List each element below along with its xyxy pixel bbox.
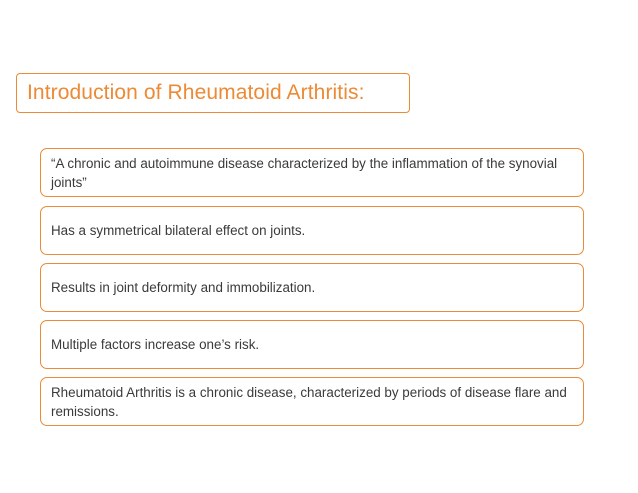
bullet-text: Results in joint deformity and immobilization. — [51, 280, 316, 295]
bullet-text: “A chronic and autoimmune disease characterized by the inflammation of the synovial joints” — [51, 155, 558, 190]
bullet-text: Has a symmetrical bilateral effect on joints. — [51, 223, 306, 238]
bullet-item-risk-factors — [40, 320, 584, 369]
bullet-item-symmetry — [40, 206, 584, 255]
bullet-item-chronic — [40, 377, 584, 426]
bullet-item-definition — [40, 148, 584, 197]
slide-title: Introduction of Rheumatoid Arthritis: — [27, 81, 365, 104]
bullet-item-deformity — [40, 263, 584, 312]
bullet-text: Rheumatoid Arthritis is a chronic disease, characterized by periods of disease flare and remissions. — [51, 384, 567, 419]
bullet-text: Multiple factors increase one’s risk. — [51, 337, 260, 352]
slide-title-box — [16, 73, 410, 113]
